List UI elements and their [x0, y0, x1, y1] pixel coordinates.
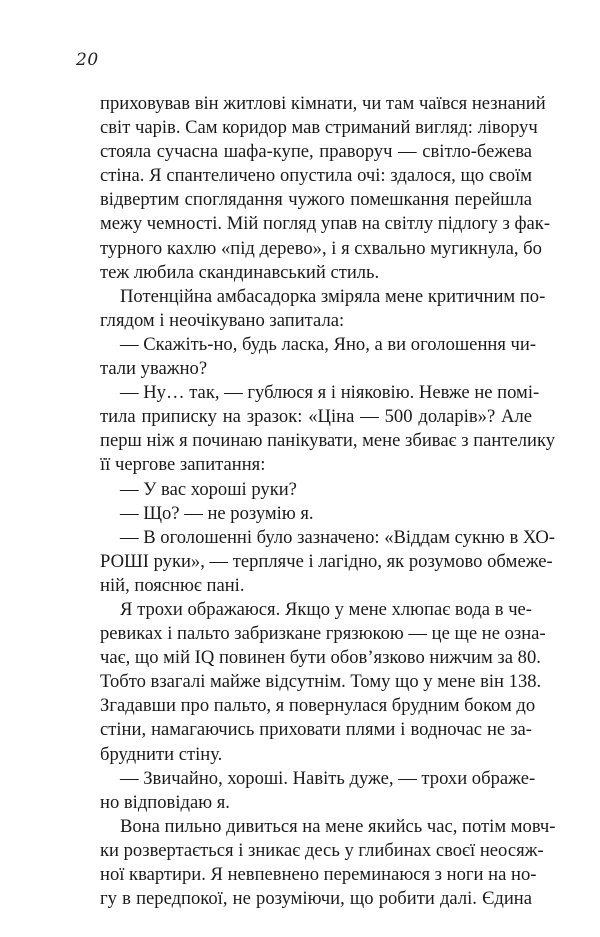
text-line: но відповідаю я.	[100, 791, 230, 813]
text-line: ній, пояснює пані.	[100, 574, 245, 596]
text-line: межу чемності. Мій погляд упав на світлу підлогу з фак-	[100, 213, 551, 235]
text-line: перш ніж я починаю панікувати, мене збиває з пантелику	[100, 430, 556, 452]
text-line: стіна. Я спантеличено опустила очі: здалося, що своїм	[100, 165, 532, 187]
text-line: турного кахлю «під дерево», і я схвально мугикнула, бо	[100, 237, 542, 259]
text-line: тали уважно?	[100, 358, 208, 380]
text-line: теж любила скандинавський стиль.	[100, 261, 380, 283]
text-line: ревиках і пальто забризкане грязюкою — це ще не озна-	[100, 623, 546, 645]
text-line: Потенційна амбасадорка зміряла мене критичним по-	[120, 285, 546, 307]
text-line: Я трохи ображаюся. Якщо у мене хлюпає вода в че-	[120, 598, 532, 620]
text-line: — Звичайно, хороші. Навіть дуже, — трохи ображе-	[120, 767, 536, 789]
text-line: стояла сучасна шафа-купе, праворуч — світло-бежева	[100, 141, 532, 163]
text-line: відвертим споглядання чужого помешкання перейшла	[100, 189, 532, 211]
text-line: глядом і неочікувано запитала:	[100, 309, 345, 331]
text-line: Згадавши про пальто, я повернулася брудним боком до	[100, 695, 536, 717]
text-line: — Скажіть-но, будь ласка, Яно, а ви оголошення чи-	[120, 333, 537, 355]
text-line: стіни, намагаючись приховати плями і водночас не за-	[100, 719, 532, 741]
text-line: бруднити стіну.	[100, 743, 223, 765]
text-line: чає, що мій IQ повинен бути обов’язково нижчим за 80.	[100, 647, 541, 669]
text-line: ки розвертається і зникає десь у глибинах своєї неосяж-	[100, 839, 544, 861]
text-line: приховував він житлові кімнати, чи там чаївся незнаний	[100, 93, 546, 114]
text-line: тила приписку на зразок: «Ціна — 500 доларів»? Але	[100, 406, 532, 428]
text-line: — У вас хороші руки?	[120, 478, 297, 500]
text-line: гу в передпокої, не розуміючи, що робити далі. Єдина	[100, 888, 532, 910]
text-line: ної квартири. Я невпевнено переминаюся з ноги на но-	[100, 864, 537, 885]
text-line: Вона пильно дивиться на мене якийсь час, потім мовч-	[120, 815, 556, 837]
text-line: її чергове запитання:	[100, 454, 266, 476]
text-line: — В оголошенні було зазначено: «Віддам сукню в ХО-	[120, 526, 555, 548]
text-line: світ чарів. Сам коридор мав стриманий вигляд: ліворуч	[100, 117, 538, 139]
text-line: — Ну… так, — гублюся я і ніяковію. Невже не помі-	[120, 382, 540, 404]
page-number: 20	[76, 50, 99, 70]
body-text	[100, 92, 556, 911]
text-line: — Що? — не розумію я.	[120, 502, 314, 524]
text-line: Тобто взагалі майже відсутнім. Тому що у мене він 138.	[100, 671, 542, 693]
text-line: РОШІ руки», — терпляче і лагідно, як розумово обмеже-	[100, 550, 553, 572]
